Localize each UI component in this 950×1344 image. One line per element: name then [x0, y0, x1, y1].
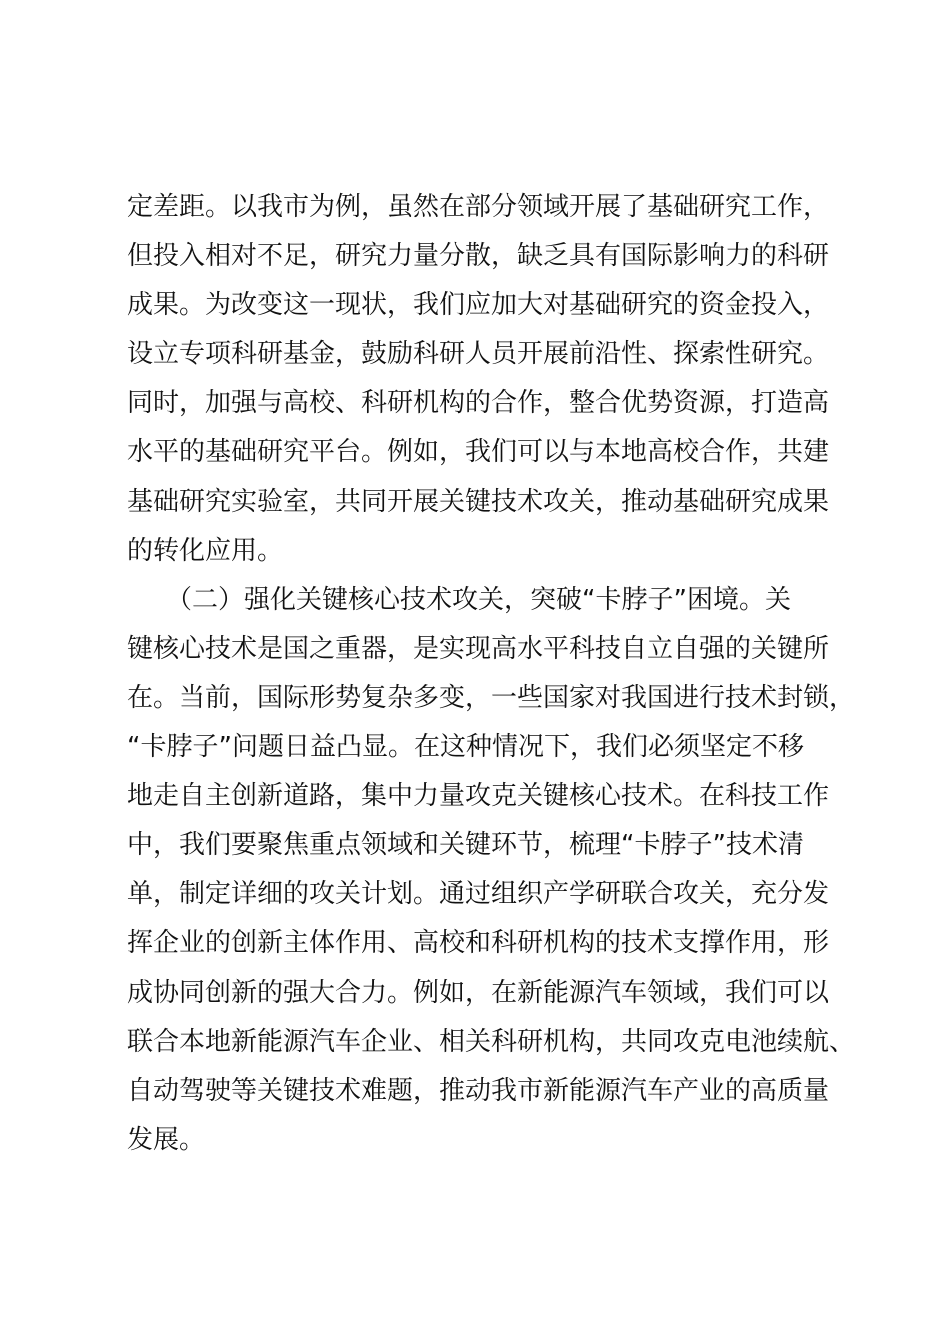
text-line: （二）强化关键核心技术攻关，突破“卡脖子”困境。关: [127, 584, 791, 615]
text-line: 成协同创新的强大合力。例如，在新能源汽车领域，我们可以: [127, 977, 830, 1008]
text-line: 地走自主创新道路，集中力量攻克关键核心技术。在科技工作: [127, 781, 830, 812]
text-line: 单，制定详细的攻关计划。通过组织产学研联合攻关，充分发: [127, 879, 830, 910]
text-line: 定差距。以我市为例，虽然在部分领域开展了基础研究工作，: [127, 192, 830, 222]
text-line: 发展。: [127, 1124, 206, 1155]
body-text: [127, 183, 856, 1165]
text-line: 但投入相对不足，研究力量分散，缺乏具有国际影响力的科研: [127, 241, 830, 272]
text-line: 自动驾驶等关键技术难题，推动我市新能源汽车产业的高质量: [127, 1075, 830, 1106]
text-line: 基础研究实验室，共同开展关键技术攻关，推动基础研究成果: [127, 486, 830, 517]
text-line: 挥企业的创新主体作用、高校和科研机构的技术支撑作用，形: [127, 928, 830, 959]
text-line: 水平的基础研究平台。例如，我们可以与本地高校合作，共建: [127, 437, 830, 468]
text-line: 设立专项科研基金，鼓励科研人员开展前沿性、探索性研究。: [127, 339, 830, 370]
text-line: 的转化应用。: [127, 535, 284, 566]
text-line: 键核心技术是国之重器，是实现高水平科技自立自强的关键所: [127, 633, 830, 664]
text-line: “卡脖子”问题日益凸显。在这种情况下，我们必须坚定不移: [127, 732, 804, 763]
text-line: 成果。为改变这一现状，我们应加大对基础研究的资金投入，: [127, 290, 830, 321]
text-line: 中，我们要聚焦重点领域和关键环节，梳理“卡脖子”技术清: [127, 830, 804, 861]
text-line: 在。当前，国际形势复杂多变，一些国家对我国进行技术封锁，: [127, 682, 856, 713]
text-line: 同时，加强与高校、科研机构的合作，整合优势资源，打造高: [127, 388, 830, 419]
text-line: 联合本地新能源汽车企业、相关科研机构，共同攻克电池续航、: [127, 1026, 856, 1057]
